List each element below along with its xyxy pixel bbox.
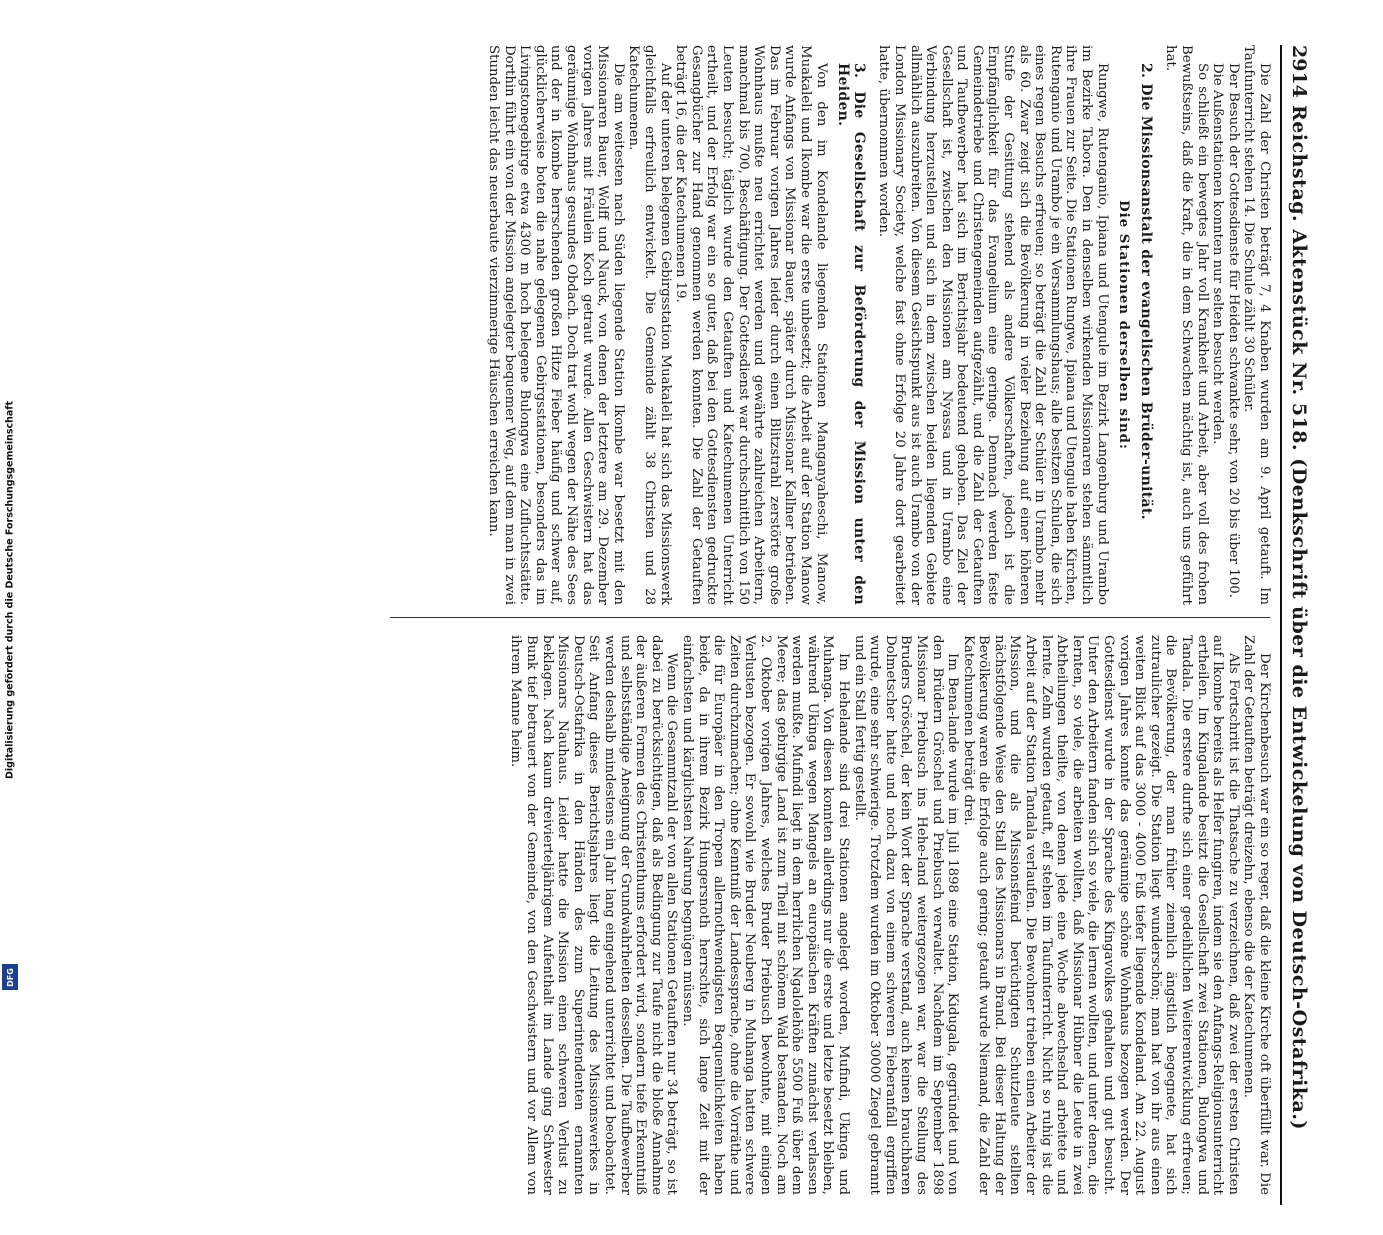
paragraph: Im Hehelande sind drei Stationen angelegt worden, Mufindi, Ukinga und Muhanga. Von diesen konnten allerdings nur die erste und letzte besetzt bleiben, während Ukinga wegen Mangels an europäischen Kräften zunächst verlassen werden mußte. Mufindi liegt in dem herrlichen Ngalolehöhe 5500 Fuß über dem Meere; das gebirgige Land ist zum Theil mit schönem Wald bestanden. Noch am 2. Oktober vorigen Jahres, welches Bruder Priebusch bewohnte, mit einigen Verlusten bezogen. Er sowohl wie Bruder Neuberg in Muhanga hatten schwere Zeiten durchzumachen; ohne Kenntniß der Landessprache, ohne die Vorräthe und die für Europäer in den Tropen allernothwendigsten Bequemlichkeiten haben beide, da in ihrem Bezirk Hungersnoth herrschte, sich lange Zeit mit der einfachsten und kärglichsten Nahrung begnügen müssen. [680,635,851,1195]
paragraph: Der Besuch der Gottesdienste für Heiden schwankte sehr, von 20 bis über 100. [1225,63,1241,598]
section-heading: 2. Die Missionsanstalt der evangelischen Brüder-unität. [1137,63,1154,520]
paragraph: Von den im Kondelande liegenden Stationen Manganyaheschi, Manow, Muakaleli und Ikombe war die erste unbesetzt; die Arbeit auf der Station Manow wurde Anfangs von Missionar Bauer, später durch Missionar Kallner betrieben. Das im Februar vorigen Jahres leider durch einen Blitzstrahl zerstörte große Wohnhaus mußte neu errichtet werden und gewährte zahlreichen Arbeitern, manchmal bis 700, Beschäftigung. Der Gottesdienst war durchschnittlich von 150 Leuten besucht; täglich wurde den Getauften und Katechumenen Unterricht ertheilt, und der Erfolg war ein so guter, daß bei den Gottesdiensten gedruckte Gesangbücher zur Hand genommen werden konnten. Die Zahl der Getauften beträgt 16, die der Katechumenen 19. [673,45,829,605]
column-divider [390,617,1270,618]
digitization-credit: Digitalisierung gefördert durch die Deutsche Forschungsgemeinschaft [4,401,16,779]
paragraph: Die am weitesten nach Süden liegende Station Ikombe war besetzt mit den Missionaren Bauer, Wolff und Nauck, von denen der letztere am 29. Dezember vorigen Jahres mit Fräulein Koch getraut wurde. Allen Geschwistern hat das geräumige Wohnhaus gesundes Obdach. Doch trat wohl wegen der Nähe des Sees und der in Ikombe herrschenden großen Hitze Fieber häufig und schwer auf, glücklicherweise boten die nahe gelegenen Gebirgsstationen, besonders das im Livingstonegebirge etwa 4300 m hoch belegene Bulongwa eine Zufluchtsstätte. Dorthin führt ein von der Mission angelegter bequemer Weg, auf dem man in zwei Stunden leicht das neuerbaute vierzimmerige Häuschen erreichen kann. [486,45,626,605]
dfg-logo-text: DFG [5,967,15,987]
right-column [372,635,1272,1195]
page-title: Reichstag. Aktenstück Nr. 518. (Denkschrift über die Entwickelung von Deutsch-Ostafrika.) [1288,105,1310,1130]
dfg-logo [2,964,18,990]
section-heading: 3. Die Gesellschaft zur Beförderung der Mission unter den Heiden. [835,63,867,605]
paragraph: Im Bena-lande wurde im Juli 1898 eine Station, Kidugala, gegründet und von den Brüdern Gröschel und Priebusch verwaltet. Nachdem im September 1898 Missionar Priebusch ins Hehe-land weitergezogen war, war die Stellung des Bruders Gröschel, der kein Wort der Sprache verstand, auch keinen brauchbaren Dolmetscher hatte und noch dazu von einem schweren Fieberanfall ergriffen wurde, eine sehr schwierige. Trotzdem wurden im Oktober 30000 Ziegel gebrannt und ein Stall fertig gestellt. [851,635,961,1195]
paragraph: Auf der unteren belegenen Gebirgsstation Muakaleli hat sich das Missionswerk gleichfalls erfreulich entwickelt. Die Gemeinde zählt 38 Christen und 28 Katechumenen. [626,45,673,605]
paragraph: Rungwe, Rutenganio, Ipiana und Utengule im Bezirk Langenburg und Urambo im Bezirke Tabora. Den in denselben wirkenden Missionaren stehen sämmtlich ihre Frauen zur Seite. Die Stationen Rungwe, Ipiana und Utengule haben Kirchen, Rutenganio und Urambo je ein Versammlungshaus; alle besitzen Schulen, die sich eines regen Besuchs erfreuen; so beträgt die Zahl der Schüler in Urambo mehr als 60. Zwar zeigt sich die Bevölkerung in vieler Beziehung auf einer höheren Stufe der Gesittung stehend als andere Völkerschaften, jedoch ist die Empfänglichkeit für das Evangelium eine geringe. Demnach werden feste Gemeindetriebe und Christengemeinden aufgezählt, und die Zahl der Getauften und Taufbewerber hat sich im Berichtsjahr bedeutend gehoben. Das Ziel der Gesellschaft ist, zwischen den Missionen am Nyassa und in Urambo eine Verbindung herzustellen und sich in dem zwischen beiden liegenden Gebiete allmählich auszubreiten. Von diesem Gesichtspunkt aus ist auch Urambo von der London Missionary Society, welche fast ohne Erfolge 20 Jahre dort gearbeitet hatte, übernommen worden. [876,45,1110,605]
sidebar [0,0,20,1000]
paragraph: Der Kirchenbesuch war ein so reger, daß die kleine Kirche oft überfüllt war. Die Zahl der Getauften beträgt dreizehn, ebenso die der Katechumenen. [1241,635,1272,1195]
paragraph: Die Außenstationen konnten nur selten besucht werden. [1210,63,1226,445]
paragraph: Die Zahl der Christen beträgt 7, 4 Knaben wurden am 9. April getauft. Im Taufunterricht stehen 14. Die Schule zählt 30 Schüler. [1241,45,1272,605]
paragraph: Als Fortschritt ist die Thatsache zu verzeichnen, daß zwei der ersten Christen auf Ikombe bereits als Helfer fungiren, indem sie den Anfangs-Religionsunterricht ertheilen. Im Kingalande besitzt die Gesellschaft zwei Stationen, Bulongwa und Tandala. Die erstere durfte sich einer gedeihlichen Weiterentwicklung erfreuen; die Bevölkerung, der man früher ziemlich ängstlich begegnete, hat sich zutraulicher gezeigt. Die Station liegt wunderschön; man hat von ihr aus einen weiten Blick auf das 3000 - 4000 Fuß tiefer liegende Kondeland. Am 22. August vorigen Jahres konnte das geräumige schöne Wohnhaus bezogen werden. Der Gottesdienst wurde in der Sprache des Kingavolkes gehalten und gut besucht. Unter den Arbeitern fanden sich so viele, die lernen wollten, und unter denen, die lernten, so viele, die arbeiten wollten, daß Missionar Hübner die Leute in zwei Abtheilungen theilte, von denen jede eine Woche abwechselnd arbeitete und lernte. Zehn wurden getauft, elf stehen im Taufunterricht. Nicht so ruhig ist die Arbeit auf der Station Tandala verlaufen. Die Bewohner trieben einen Arbeiter der Mission, und die als Missionsfeind berüchtigten Schutzleute stellten nächstfolgende Weise den Stall des Missionars in Brand. Bei dieser Haltung der Bevölkerung waren die Erfolge auch gering; getauft wurde Niemand, die Zahl der Katechumenen beträgt drei. [960,635,1241,1195]
section-subheading: Die Stationen derselben sind: [1116,200,1132,450]
left-column [372,45,1272,605]
document-page [100,15,1320,1195]
page-header [1280,45,1310,1205]
paragraph: Wenn die Gesammtzahl der von allen Stationen Getauften nur 34 beträgt, so ist dabei zu berücksichtigen, daß als Bedingung zur Taufe nicht die bloße Annahme der äußeren Formen des Christenthums erfordert wird, sondern tiefe Erkenntniß und selbstständige Aneignung der Grundwahrheiten desselben. Die Taufbewerber werden deshalb mindestens ein Jahr lang eingehend unterrichtet und beobachtet. Seit Anfang dieses Berichtsjahres liegt die Leitung des Missionswerkes in Deutsch-Ostafrika in den Händen des zum Superintendenten ernannten Missionars Nauhaus. Leider hatte die Mission einen schweren Verlust zu beklagen. Nach kaum dreivierteljährigem Aufenthalt im Lande ging Schwester Bunk tief betrauert von der Gemeinde, von den Geschwistern und vor Allem von ihrem Manne heim. [508,635,680,1195]
paragraph: So schließt ein bewegtes Jahr voll Krankheit und Arbeit, aber voll des frohen Bewußtseins, daß die Kraft, die in dem Schwachen mächtig ist, auch uns geführt hat. [1163,45,1210,605]
page-number: 2914 [1288,45,1310,98]
